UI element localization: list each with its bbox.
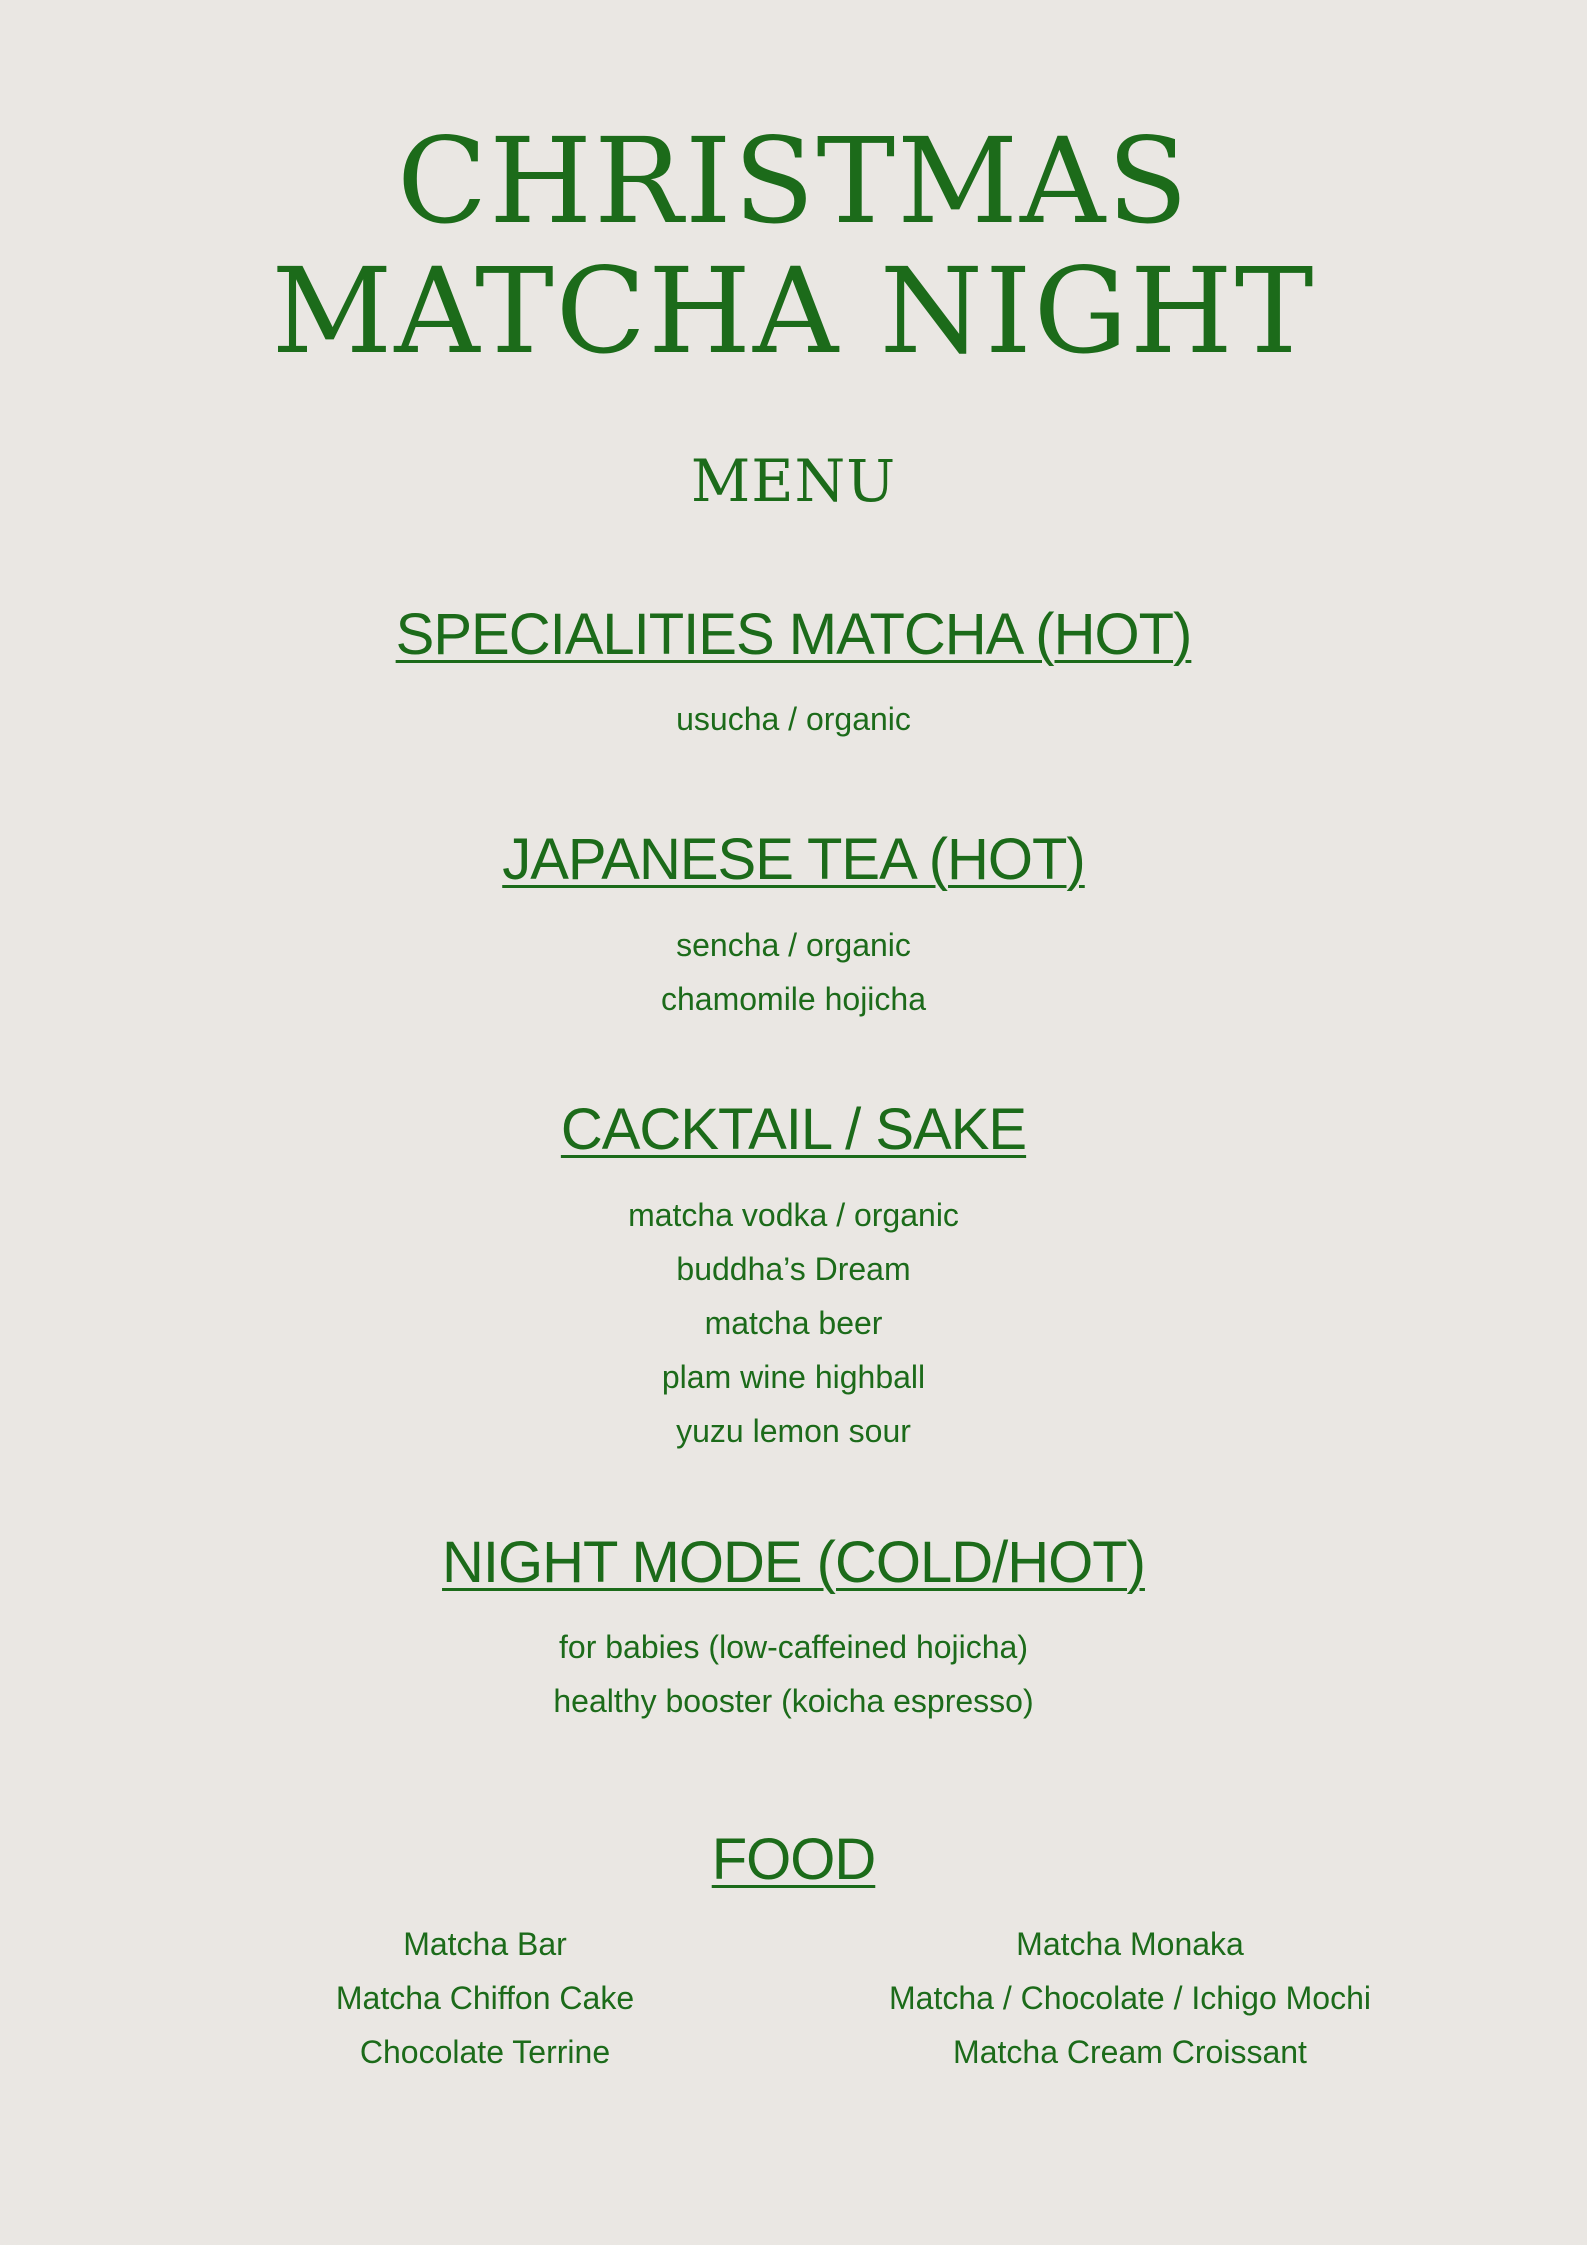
food-item: Chocolate Terrine bbox=[359, 2034, 611, 2070]
food-item: Matcha Monaka bbox=[1016, 1926, 1244, 1962]
section-heading-night-mode: NIGHT MODE (COLD/HOT) bbox=[442, 1530, 1145, 1595]
food-item: Matcha Chiffon Cake bbox=[335, 1980, 635, 2016]
menu-item: matcha beer bbox=[704, 1305, 883, 1341]
title-line-2: MATCHA NIGHT bbox=[271, 242, 1316, 380]
menu-label: MENU bbox=[690, 447, 897, 515]
menu-item: plam wine highball bbox=[661, 1359, 926, 1395]
menu-item: yuzu lemon sour bbox=[676, 1413, 911, 1449]
title-line-1: CHRISTMAS bbox=[396, 112, 1191, 250]
menu-item: for babies (low-caffeined hojicha) bbox=[559, 1629, 1028, 1665]
menu-item: chamomile hojicha bbox=[660, 981, 926, 1017]
food-item: Matcha Cream Croissant bbox=[953, 2034, 1307, 2070]
food-item: Matcha Bar bbox=[403, 1926, 567, 1962]
section-heading-food: FOOD bbox=[711, 1827, 876, 1892]
section-heading-japanese-tea: JAPANESE TEA (HOT) bbox=[502, 827, 1085, 892]
menu-item: buddha’s Dream bbox=[676, 1251, 911, 1287]
menu-item: usucha / organic bbox=[676, 701, 911, 737]
menu-item: healthy booster (koicha espresso) bbox=[553, 1683, 1034, 1719]
menu-item: sencha / organic bbox=[676, 927, 911, 963]
menu-item: matcha vodka / organic bbox=[628, 1197, 959, 1233]
food-item: Matcha / Chocolate / Ichigo Mochi bbox=[888, 1980, 1371, 2016]
section-heading-specialities-matcha: SPECIALITIES MATCHA (HOT) bbox=[395, 602, 1192, 667]
section-heading-cocktail-sake: CACKTAIL / SAKE bbox=[560, 1097, 1027, 1162]
